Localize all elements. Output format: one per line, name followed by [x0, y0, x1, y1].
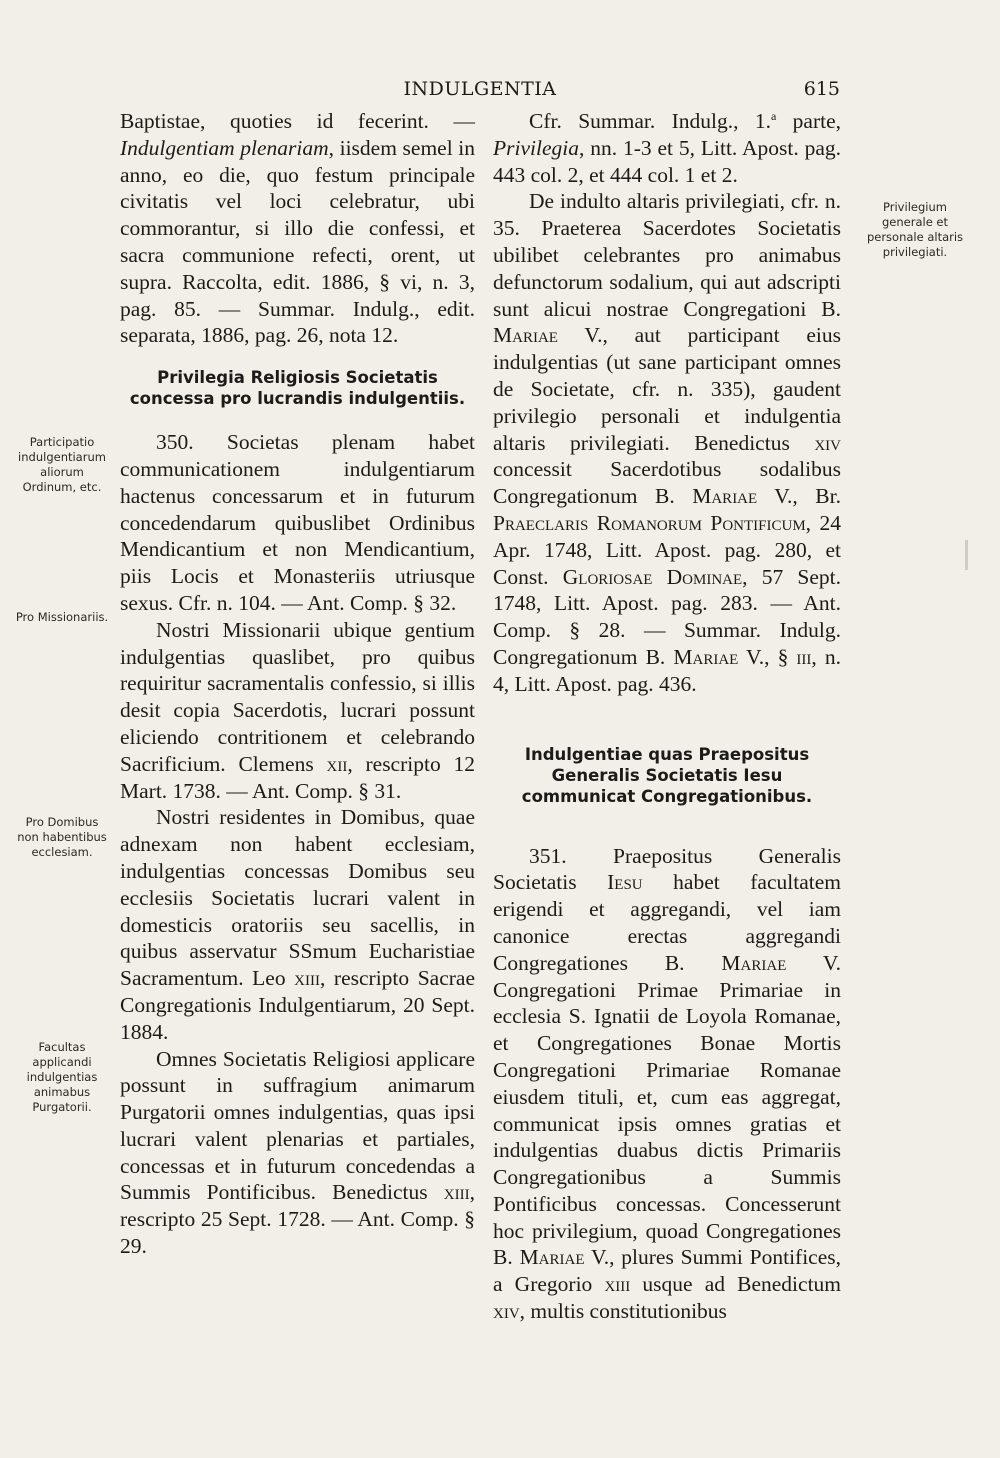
- margin-note-facultas: Facultas applicandi indulgentias animabus Purgatorii.: [26, 1040, 98, 1114]
- text-run: , 57 Sept. 1748, Litt. Apost. pag. 283. — Ant. Comp. § 28. — Summar. Indulg. Congregationum B.: [493, 564, 841, 669]
- text-run: habet facultatem erigendi et aggregandi, vel iam canonice erectas aggregandi Congregationes B.: [493, 870, 841, 975]
- small-caps-run: iii: [796, 644, 812, 669]
- section-heading: Privilegia Religiosis Societatis concessa pro lucrandis indulgentiis.: [129, 368, 466, 409]
- small-caps-run: xiii: [294, 966, 320, 991]
- small-caps-run: xii: [326, 751, 348, 776]
- text-run: , rescripto 25 Sept. 1728. — Ant. Comp. § 29.: [120, 1180, 475, 1259]
- paragraph: [493, 108, 841, 188]
- text-run: , multis constitutionibus: [519, 1299, 727, 1324]
- small-caps-run: Mariae: [493, 323, 558, 348]
- text-run: , rescripto 12 Mart. 1738. — Ant. Comp. § 31.: [120, 751, 475, 803]
- italic-run: Indulgentiam plenariam: [120, 135, 329, 160]
- paragraph: [493, 188, 841, 697]
- text-run: V., plures Summi Pontifices, a Gregorio: [493, 1245, 842, 1297]
- text-run: , n. 4, Litt. Apost. pag. 436.: [493, 644, 841, 696]
- text-run: , iisdem semel in anno, eo die, quo festum principale civitatis vel loci celebratur, ubi commorantur, si illo die confessi, et sacra communione refecti, orent, ut supra. Raccolta, edit. 1886, § vi, n. 3, pag. 85. — Summar. Indulg., edit. separata, 1886, pag. 26, nota 12.: [120, 135, 475, 348]
- margin-note-domibus: Pro Domibus non habentibus ecclesiam.: [17, 815, 107, 859]
- italic-run: Privilegia: [493, 135, 579, 160]
- small-caps-run: Mariae: [721, 950, 787, 975]
- small-caps-run: Mariae: [519, 1245, 585, 1270]
- small-caps-run: Praeclaris Romanorum Pontificum: [493, 510, 806, 535]
- text-run: , nn. 1-3 et 5, Litt. Apost. pag. 443 col. 2, et 444 col. 1 et 2.: [493, 135, 841, 187]
- text-run: De indulto altaris privilegiati, cfr. n. 35. Praeterea Sacerdotes Societatis ubilibet celebrantes pro animabus defunctorum sodalium, qui aut adscripti sunt alicui nostrae Congregationi B.: [493, 189, 841, 321]
- text-run: Nostri Missionarii ubique gentium indulgentias quaslibet, pro quibus requiritur sacramentalis confessio, si illis desit copia Sacerdotis, lucrari possunt eliciendo contritionem et celebrando Sacrificium. Clemens: [120, 617, 475, 776]
- running-title: INDULGENTIA: [403, 78, 557, 100]
- text-run: parte,: [776, 109, 841, 133]
- scan-artifact: [965, 540, 968, 570]
- small-caps-run: xiv: [493, 1299, 520, 1324]
- text-run: 350. Societas plenam habet communicationem indulgentiarum hactenus concessarum et in futurum concedendarum quibuslibet Ordinibus Mendicantium et non Mendicantium, piis Locis et Monasteriis utriusque sexus. Cfr. n. 104. — Ant. Comp. § 32.: [120, 430, 475, 615]
- small-caps-run: Mariae: [692, 484, 758, 509]
- text-run: Cfr. Summar. Indulg., 1.: [529, 109, 771, 133]
- paragraph: [120, 1046, 475, 1260]
- running-head: [120, 78, 840, 104]
- paragraph: [120, 429, 475, 617]
- text-run: Omnes Societatis Religiosi applicare possunt in suffragium animarum Purgatorii omnes indulgentias, quas ipsi lucrari valent plenarias et partiales, concessas et in futurum concedendas a Summis Pontificibus. Benedictus: [120, 1046, 475, 1205]
- superscript: a: [770, 108, 777, 123]
- text-run: 351. Praepositus Generalis Societatis: [493, 843, 841, 895]
- margin-note-missionariis: Pro Missionariis.: [15, 610, 109, 624]
- small-caps-run: xiii: [604, 1272, 631, 1297]
- page-number: 615: [803, 78, 840, 100]
- margin-note-privilegium: Privilegium generale et personale altaris privilegiati.: [866, 200, 964, 259]
- small-caps-run: xiv: [814, 430, 841, 455]
- small-caps-run: Gloriosae Dominae: [562, 564, 743, 589]
- text-run: V., aut participant eius indulgentias (ut sane participant omnes de Societate, cfr. n. 335), gaudent privilegio personali et indulgentia altaris privilegiati. Benedictus: [493, 323, 841, 455]
- text-run: V., §: [738, 644, 797, 669]
- text-run: , rescripto Sacrae Congregationis Indulgentiarum, 20 Sept. 1884.: [120, 966, 475, 1044]
- text-run: usque ad Benedictum: [630, 1272, 842, 1297]
- text-run: V. Congregationi Primae Primariae in ecclesia S. Ignatii de Loyola Romanae, et Congregationes Bonae Mortis Congregationi Primariae Romanae eiusdem tituli, et, cum eas aggregat, communicat ipsis omnes gratias et indulgentias duabus dictis Primariis Congregationibus a Summis Pontificibus concessas. Concesserunt hoc privilegium, quoad Congregationes B.: [493, 950, 841, 1270]
- text-run: concessit Sacerdotibus sodalibus Congregationum B.: [493, 457, 841, 509]
- small-caps-run: Iesu: [607, 870, 643, 895]
- margin-note-participatio: Participatio indulgentiarum aliorum Ordinum, etc.: [18, 435, 106, 494]
- text-run: Nostri residentes in Domibus, quae adnexam non habent ecclesiam, indulgentias concessas Domibus seu ecclesiis Societatis lucrari valent in domesticis oratoriis seu sacellis, in quibus asservatur SSmum Eucharistiae Sacramentum. Leo: [120, 805, 475, 991]
- text-run: , 24 Apr. 1748, Litt. Apost. pag. 280, et Const.: [493, 510, 841, 589]
- paragraph: [493, 843, 841, 1325]
- text-run: Baptistae, quoties id fecerint. —: [120, 109, 475, 133]
- paragraph: [120, 617, 475, 805]
- small-caps-run: Mariae: [673, 644, 739, 669]
- paragraph: [120, 804, 475, 1045]
- paragraph: [120, 108, 475, 349]
- section-heading: Indulgentiae quas Praepositus Generalis Societatis Iesu communicat Congregationibus.: [521, 744, 813, 806]
- text-run: V., Br.: [757, 484, 841, 509]
- small-caps-run: xiii: [443, 1180, 470, 1205]
- left-column: [120, 108, 475, 1260]
- right-column: [493, 108, 841, 1325]
